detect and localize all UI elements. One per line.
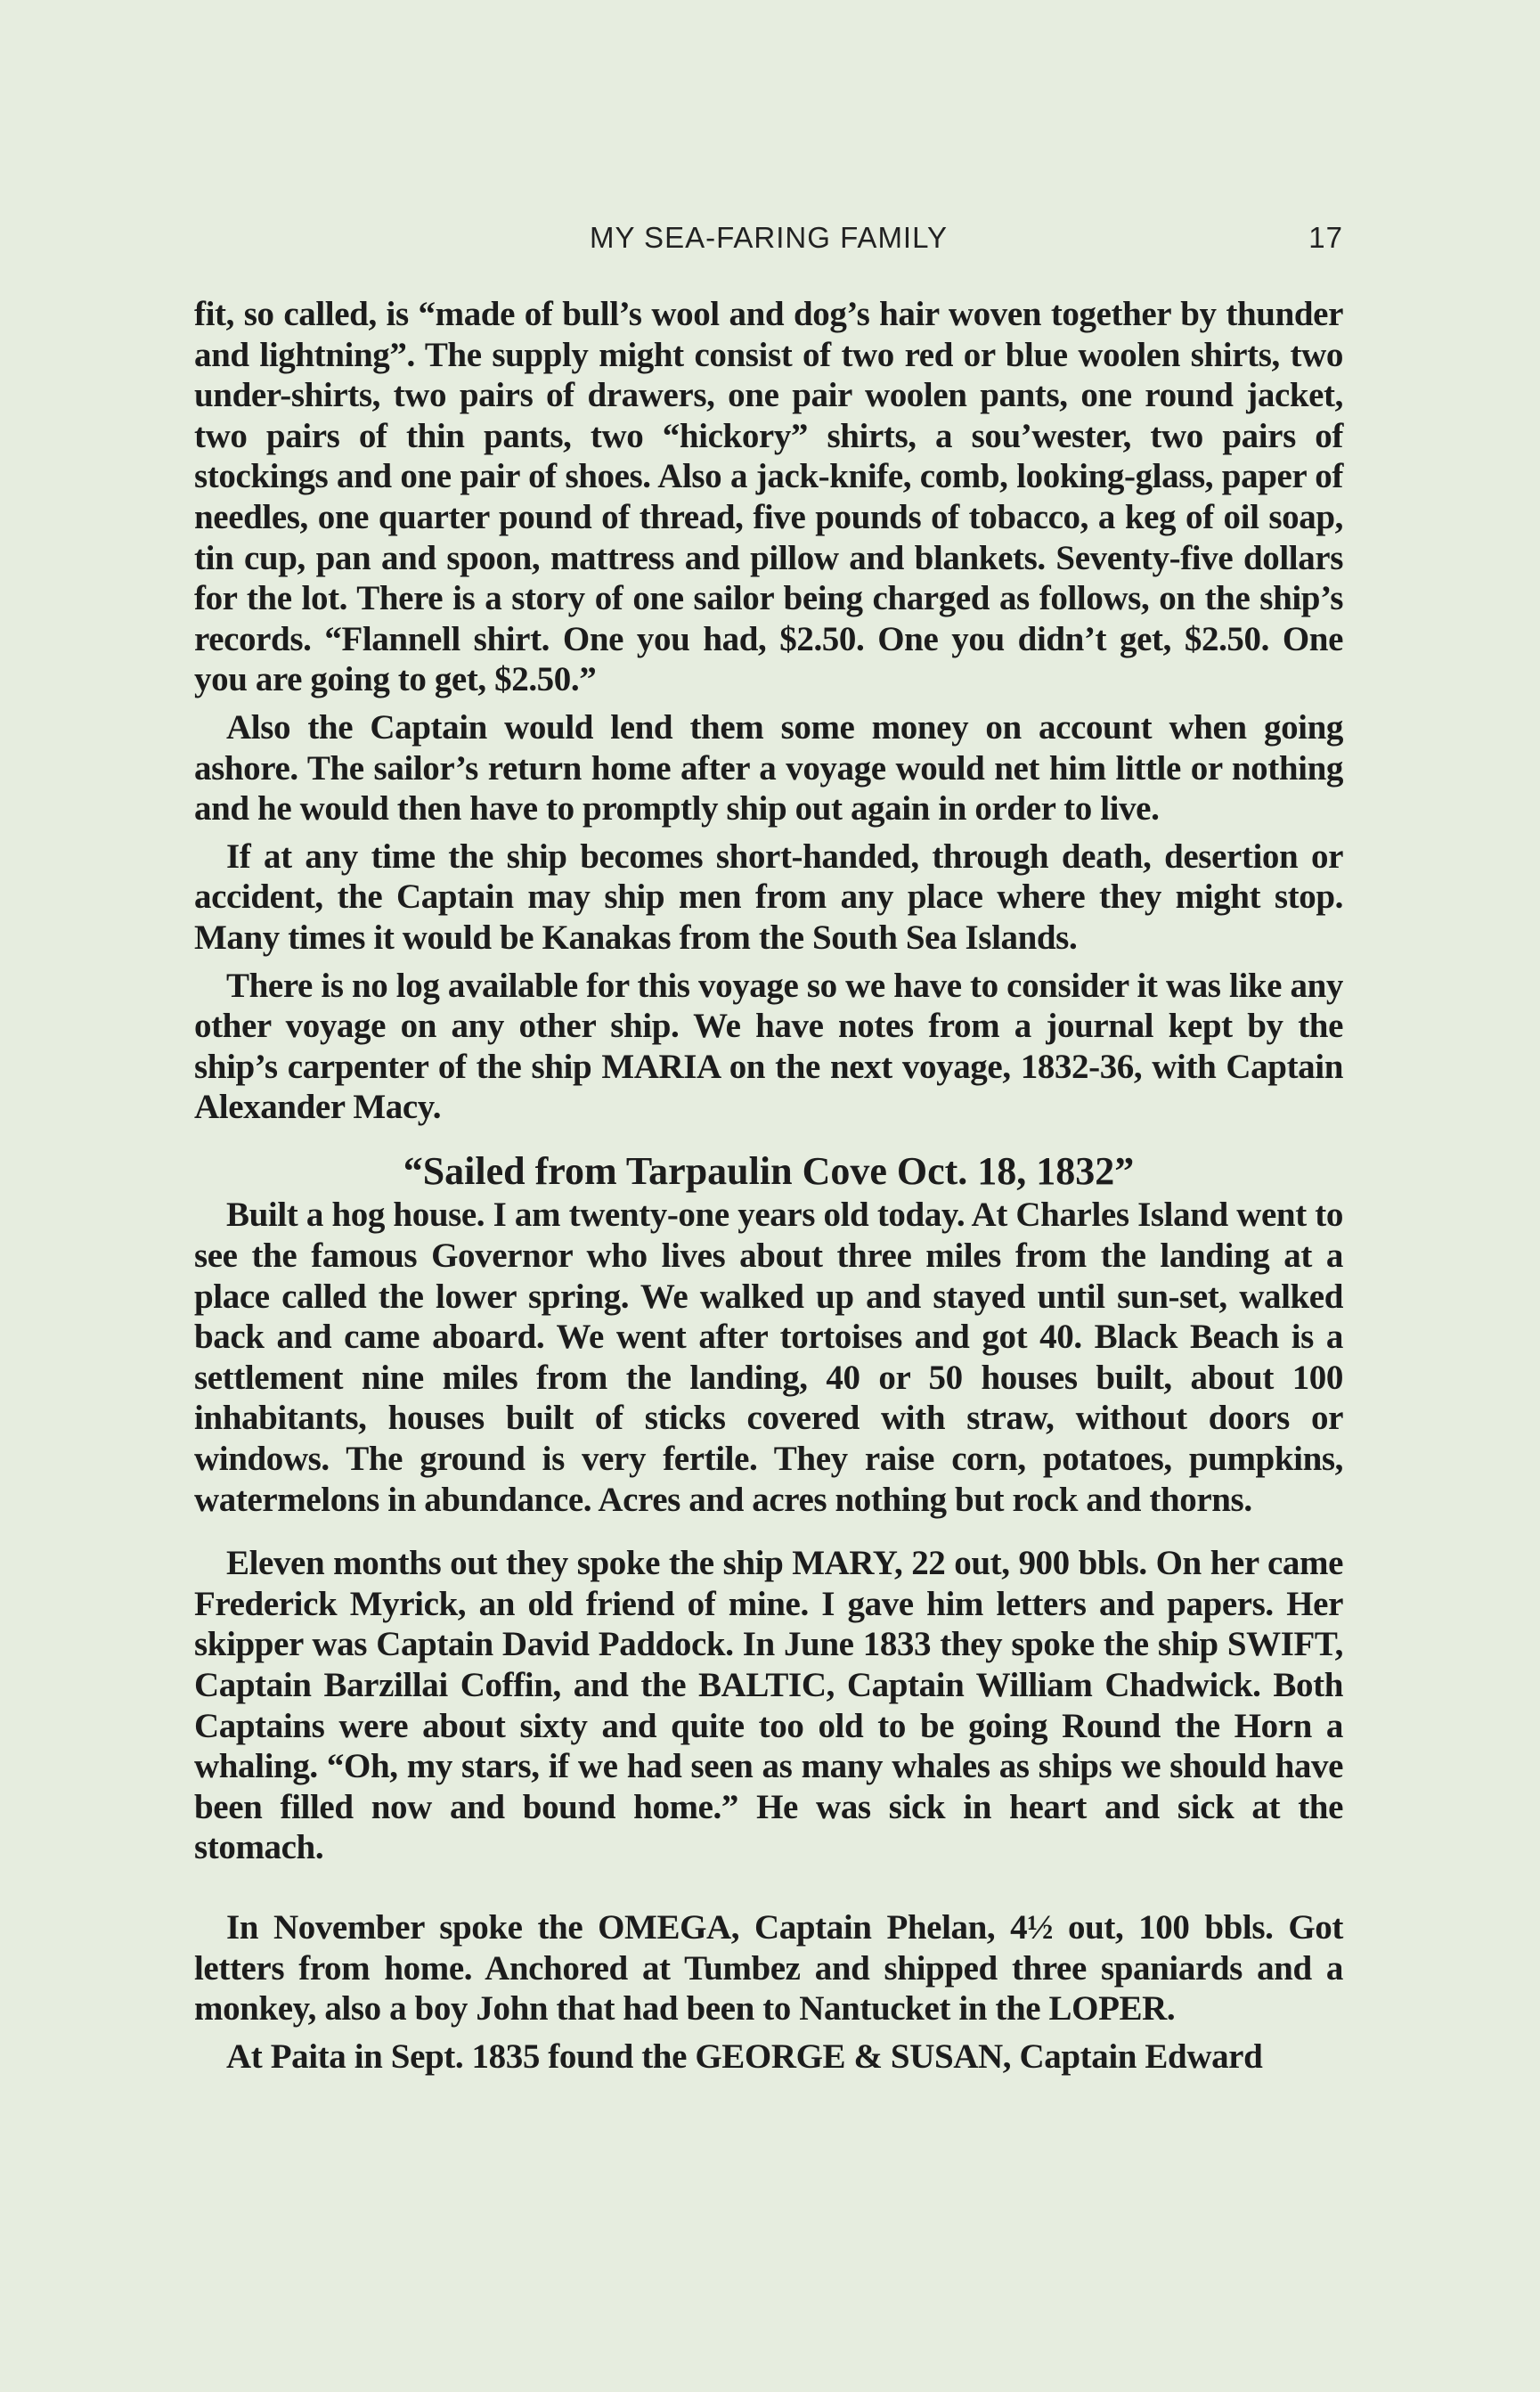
paragraph: Eleven months out they spoke the ship MARY, 22 out, 900 bbls. On her came Frederick Myrick, an old friend of mine. I gave him letters and papers. Her skipper was Captain David Paddock. In June 1833 they spoke the ship SWIFT, Captain Barzillai Coffin, and the BALTIC, Captain William Chadwick. Both Captains were about sixty and quite too old to be going Round the Horn a whaling. “Oh, my stars, if we had seen as many whales as ships we should have been filled now and bound home.” He was sick in heart and sick at the stomach. [194,1544,1343,1867]
running-header [194,221,1343,265]
page-number: 17 [1308,221,1343,254]
paragraph: There is no log available for this voyage so we have to consider it was like any other voyage on any other ship. We have notes from a journal kept by the ship’s carpenter of the ship MARIA on the next voyage, 1832-36, with Captain Alexander Macy. [194,966,1343,1127]
page-body [194,294,1343,2077]
paragraph: Also the Captain would lend them some money on account when going ashore. The sailor’s return home after a voyage would net him little or nothing and he would then have to promptly ship out again in order to live. [194,707,1343,829]
paragraph: If at any time the ship becomes short-handed, through death, desertion or accident, the Captain may ship men from any place where they might stop. Many times it would be Kanakas from the South Sea Islands. [194,837,1343,957]
paragraph-continued: fit, so called, is “made of bull’s wool and dog’s hair woven together by thunder and lightning”. The supply might consist of two red or blue woolen shirts, two under-shirts, two pairs of drawers, one pair woolen pants, one round jacket, two pairs of thin pants, two “hickory” shirts, a sou’wester, two pairs of stockings and one pair of shoes. Also a jack-knife, comb, looking-glass, paper of needles, one quarter pound of thread, five pounds of tobacco, a keg of oil soap, tin cup, pan and spoon, mattress and pillow and blankets. Seventy-five dollars for the lot. There is a story of one sailor being charged as follows, on the ship’s records. “Flannell shirt. One you had, $2.50. One you didn’t get, $2.50. One you are going to get, $2.50.” [194,295,1343,699]
running-title: MY SEA-FARING FAMILY [589,221,949,254]
journal-paragraph: Built a hog house. I am twenty-one years old today. At Charles Island went to see the famous Governor who lives about three miles from the landing at a place called the lower spring. We walked up and stayed until sun-set, walked back and came aboard. We went after tortoises and got 40. Black Beach is a settlement nine miles from the landing, 40 or 50 houses built, about 100 inhabitants, houses built of sticks covered with straw, without doors or windows. The ground is very fertile. They raise corn, potatoes, pumpkins, watermelons in abundance. Acres and acres nothing but rock and thorns. [194,1196,1343,1519]
paragraph: At Paita in Sept. 1835 found the GEORGE & SUSAN, Captain Edward [226,2037,1263,2076]
section-heading: “Sailed from Tarpaulin Cove Oct. 18, 1832” [403,1148,1135,1193]
paragraph: In November spoke the OMEGA, Captain Phelan, 4½ out, 100 bbls. Got letters from home. Anchored at Tumbez and shipped three spaniards and a monkey, also a boy John that had been to Nantucket in the LOPER. [194,1907,1343,2029]
